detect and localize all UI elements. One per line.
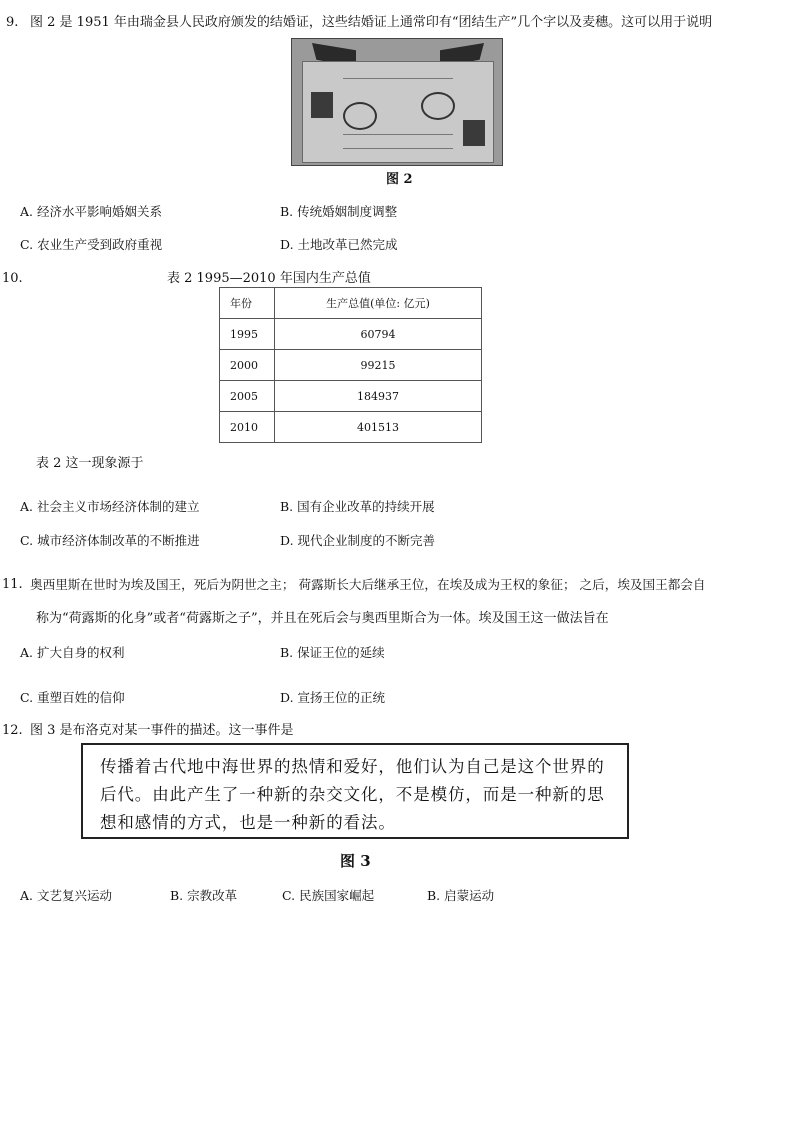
table-cell-gdp: 401513 xyxy=(275,412,482,443)
table-row xyxy=(220,319,482,350)
q11-option-c: C. 重塑百姓的信仰 xyxy=(20,690,125,705)
table-row xyxy=(220,381,482,412)
table-cell-year: 1995 xyxy=(220,319,275,350)
question-10-stem: 表 2 这一现象源于 xyxy=(36,456,144,471)
q9-option-d: D. 土地改革已然完成 xyxy=(280,237,398,252)
table-row xyxy=(220,412,482,443)
stamp-icon xyxy=(421,92,455,120)
q12-option-a: A. 文艺复兴运动 xyxy=(20,888,112,903)
figure-3-caption: 图 3 xyxy=(340,852,371,870)
figure-3-quote-box: 传播着古代地中海世界的热情和爱好，他们认为自己是这个世界的后代。由此产生了一种新的杂交文化，不是模仿，而是一种新的思想和感情的方式，也是一种新的看法。 xyxy=(81,743,629,839)
q11-option-b: B. 保证王位的延续 xyxy=(280,645,385,660)
table-header-row xyxy=(220,288,482,319)
q9-option-a: A. 经济水平影响婚姻关系 xyxy=(20,204,162,219)
q10-option-d: D. 现代企业制度的不断完善 xyxy=(280,533,436,548)
question-10-number: 10. xyxy=(2,271,23,286)
table-cell-year: 2005 xyxy=(220,381,275,412)
certificate-paper xyxy=(302,61,494,163)
gdp-table xyxy=(219,287,482,443)
seal-icon xyxy=(463,120,485,146)
stamp-icon xyxy=(343,102,377,130)
table-cell-gdp: 60794 xyxy=(275,319,482,350)
table-cell-year: 2000 xyxy=(220,350,275,381)
q9-option-b: B. 传统婚姻制度调整 xyxy=(280,204,398,219)
question-11-number: 11. xyxy=(2,577,23,592)
table-cell-gdp: 184937 xyxy=(275,381,482,412)
seal-icon xyxy=(311,92,333,118)
question-11-line-1: 奥西里斯在世时为埃及国王，死后为阴世之主； 荷露斯长大后继承王位，在埃及成为王权的象征； 之后，埃及国王都会自 xyxy=(30,577,706,592)
q11-option-a: A. 扩大自身的权利 xyxy=(20,645,125,660)
question-12-number: 12. xyxy=(2,723,23,738)
marriage-certificate-photo xyxy=(291,38,503,166)
question-11-line-2: 称为“荷露斯的化身”或者“荷露斯之子”，并且在死后会与奥西里斯合为一体。埃及国王这一做法旨在 xyxy=(36,611,609,626)
q10-option-b: B. 国有企业改革的持续开展 xyxy=(280,499,435,514)
q12-option-b: B. 宗教改革 xyxy=(170,888,238,903)
q12-option-c: C. 民族国家崛起 xyxy=(282,888,375,903)
q11-option-d: D. 宣扬王位的正统 xyxy=(280,690,386,705)
figure-2-caption: 图 2 xyxy=(386,172,413,187)
question-9-text: 图 2 是 1951 年由瑞金县人民政府颁发的结婚证，这些结婚证上通常印有“团结生产”几个字以及麦穗。这可以用于说明 xyxy=(30,15,713,30)
q10-option-c: C. 城市经济体制改革的不断推进 xyxy=(20,533,200,548)
q10-option-a: A. 社会主义市场经济体制的建立 xyxy=(20,499,200,514)
question-12-text: 图 3 是布洛克对某一事件的描述。这一事件是 xyxy=(30,723,294,738)
table-row xyxy=(220,350,482,381)
question-9-number: 9. xyxy=(6,15,19,30)
table-2-title: 表 2 1995—2010 年国内生产总值 xyxy=(167,271,371,286)
table-cell-year: 2010 xyxy=(220,412,275,443)
q9-option-c: C. 农业生产受到政府重视 xyxy=(20,237,163,252)
table-header-gdp: 生产总值(单位: 亿元) xyxy=(275,288,482,319)
table-cell-gdp: 99215 xyxy=(275,350,482,381)
q12-option-d: B. 启蒙运动 xyxy=(427,888,495,903)
table-header-year: 年份 xyxy=(220,288,275,319)
